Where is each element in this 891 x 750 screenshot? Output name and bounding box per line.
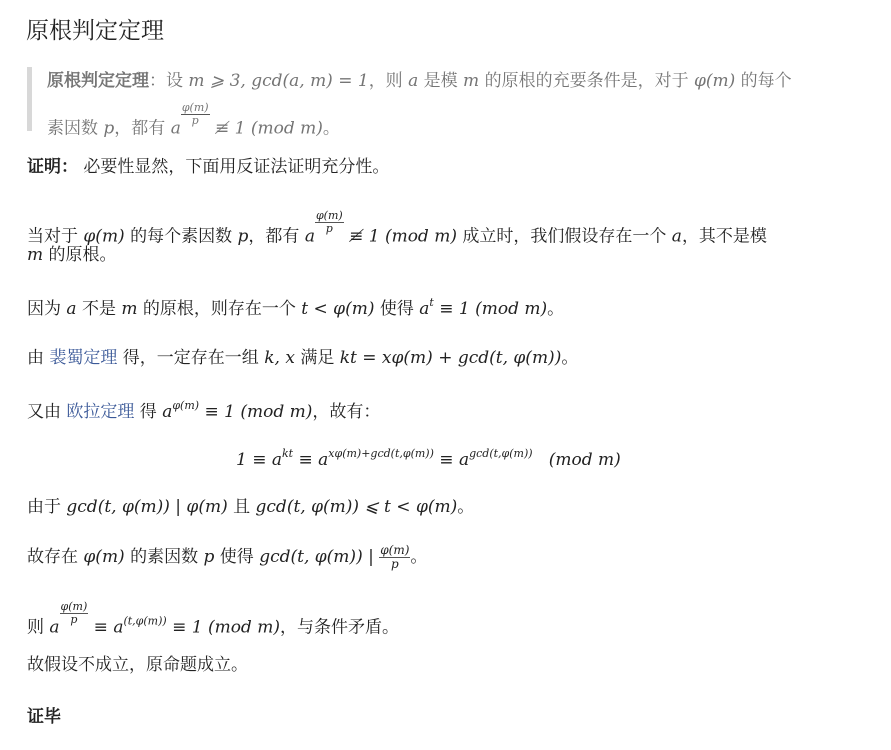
theorem-line-2: [47, 102, 340, 143]
text: 使得: [214, 547, 260, 568]
exponent: kt: [282, 447, 294, 460]
congruence: ≡ a: [88, 617, 124, 638]
text: ，与条件矛盾。: [279, 617, 399, 638]
text: 的原根，则存在一个: [137, 299, 302, 319]
var-a: a: [408, 71, 419, 91]
euler-link[interactable]: 欧拉定理: [66, 402, 135, 422]
theorem-label: 原根判定定理: [47, 71, 149, 91]
equation: kt = xφ(m) + gcd(t, φ(m)): [339, 348, 562, 368]
theorem-line-1: [47, 68, 792, 95]
para-3: [27, 345, 578, 372]
var-m: m: [463, 71, 480, 91]
var-p: p: [103, 118, 115, 139]
exponent-fraction: [315, 210, 344, 234]
exponent: φ(m): [172, 399, 200, 412]
proof-intro: [27, 154, 389, 181]
eq-part: ≡ a: [293, 450, 329, 470]
proof-intro-text: 必要性显然，下面用反证法证明充分性。: [83, 157, 390, 177]
theorem-colon: ：设: [149, 71, 189, 91]
punctuation: 。: [547, 299, 565, 319]
var-m: m: [121, 299, 138, 319]
text: 成立时，我们假设存在一个: [456, 226, 672, 247]
var-a: a: [671, 226, 682, 247]
qed-label: 证毕: [27, 707, 61, 727]
congruence: ≡ 1 (mod m): [433, 299, 548, 319]
para-1-line-1: [27, 210, 767, 251]
var-a: a: [66, 299, 77, 319]
para-5: [27, 494, 474, 521]
congruence: ≢ 1 (mod m): [209, 118, 323, 139]
text: 且: [227, 497, 256, 517]
eq-part: ≡ a: [433, 450, 470, 470]
text: 又由: [27, 402, 67, 422]
display-equation: [236, 445, 621, 474]
congruence: ≡ 1 (mod m): [199, 402, 313, 422]
expression: gcd(t, φ(m)) ⩽ t < φ(m): [255, 497, 458, 517]
para-1-line-2: [27, 242, 117, 269]
punctuation: 。: [410, 547, 428, 568]
para-8: 故假设不成立，原命题成立。: [27, 655, 248, 675]
text: 得，一定存在一组: [117, 348, 265, 368]
fraction-numerator: φ(m): [315, 209, 343, 222]
theorem-text: 素因数: [47, 118, 104, 139]
var-a: a: [304, 226, 315, 247]
proof-label: 证明：: [27, 157, 78, 177]
var-m: m: [27, 245, 44, 265]
para-4: [27, 397, 380, 426]
exponent: (t,φ(m)): [123, 614, 167, 628]
fraction-denominator: p: [70, 612, 78, 626]
phi-m: φ(m): [83, 226, 125, 247]
var-a: a: [170, 118, 181, 139]
congruence: ≢ 1 (mod m): [343, 226, 457, 247]
exponent: gcd(t,φ(m)): [469, 447, 533, 460]
expression: gcd(t, φ(m)) | φ(m): [66, 497, 228, 517]
text: 故存在: [27, 547, 84, 568]
text: 的每个素因数: [124, 226, 238, 247]
theorem-text: ，都有: [114, 118, 171, 139]
punctuation: 。: [561, 348, 579, 368]
fraction-denominator: p: [191, 113, 199, 127]
var-a: a: [49, 617, 60, 638]
theorem-text: 的原根的充要条件是，对于: [479, 71, 694, 91]
theorem-text: ，则: [368, 71, 409, 91]
congruence: ≡ 1 (mod m): [166, 617, 280, 638]
text: 的素因数: [124, 547, 204, 568]
fraction-numerator: φ(m): [380, 543, 410, 557]
text: 得: [134, 402, 163, 422]
theorem-text: 是模: [418, 71, 464, 91]
text: ，其不是模: [681, 226, 767, 247]
text: 不是: [76, 299, 122, 319]
fraction-denominator: p: [390, 556, 399, 571]
fraction: [379, 544, 410, 570]
vars-k-x: k, x: [264, 348, 295, 368]
punctuation: 。: [322, 118, 340, 139]
text: 由: [27, 348, 50, 368]
text: 当对于: [27, 226, 84, 247]
text: 使得: [374, 299, 420, 319]
eq-part: 1 ≡ a: [236, 450, 283, 470]
theorem-text: 的每个: [735, 71, 792, 91]
text: ，都有: [248, 226, 305, 247]
exponent: t: [429, 296, 434, 309]
text: 则: [27, 617, 50, 638]
inequality: t < φ(m): [301, 299, 375, 319]
var-a: a: [419, 299, 430, 319]
text: 的原根。: [43, 245, 117, 265]
var-a: a: [162, 402, 173, 422]
expression: gcd(t, φ(m)) |: [259, 547, 380, 568]
theorem-condition: m ⩾ 3, gcd(a, m) = 1: [188, 71, 369, 91]
fraction-numerator: φ(m): [60, 600, 88, 613]
page-title: 原根判定定理: [26, 18, 164, 44]
exponent: xφ(m)+gcd(t,φ(m)): [328, 447, 434, 460]
para-2: [27, 294, 564, 323]
bezout-link[interactable]: 裴蜀定理: [49, 348, 118, 368]
phi-m: φ(m): [83, 547, 125, 568]
text: 满足: [294, 348, 340, 368]
text: 由于: [27, 497, 67, 517]
fraction-denominator: p: [325, 221, 333, 235]
eq-part: (mod m): [532, 450, 621, 470]
phi-m: φ(m): [693, 71, 736, 91]
exponent-fraction: [60, 601, 89, 625]
punctuation: 。: [457, 497, 475, 517]
var-p: p: [237, 226, 249, 247]
var-p: p: [203, 547, 215, 568]
para-7: [27, 601, 399, 642]
exponent-fraction: [181, 102, 210, 126]
text: ，故有：: [312, 402, 381, 422]
text: 因为: [27, 299, 67, 319]
blockquote-bar: [27, 67, 32, 131]
fraction-numerator: φ(m): [181, 101, 209, 114]
para-6: [27, 544, 427, 571]
